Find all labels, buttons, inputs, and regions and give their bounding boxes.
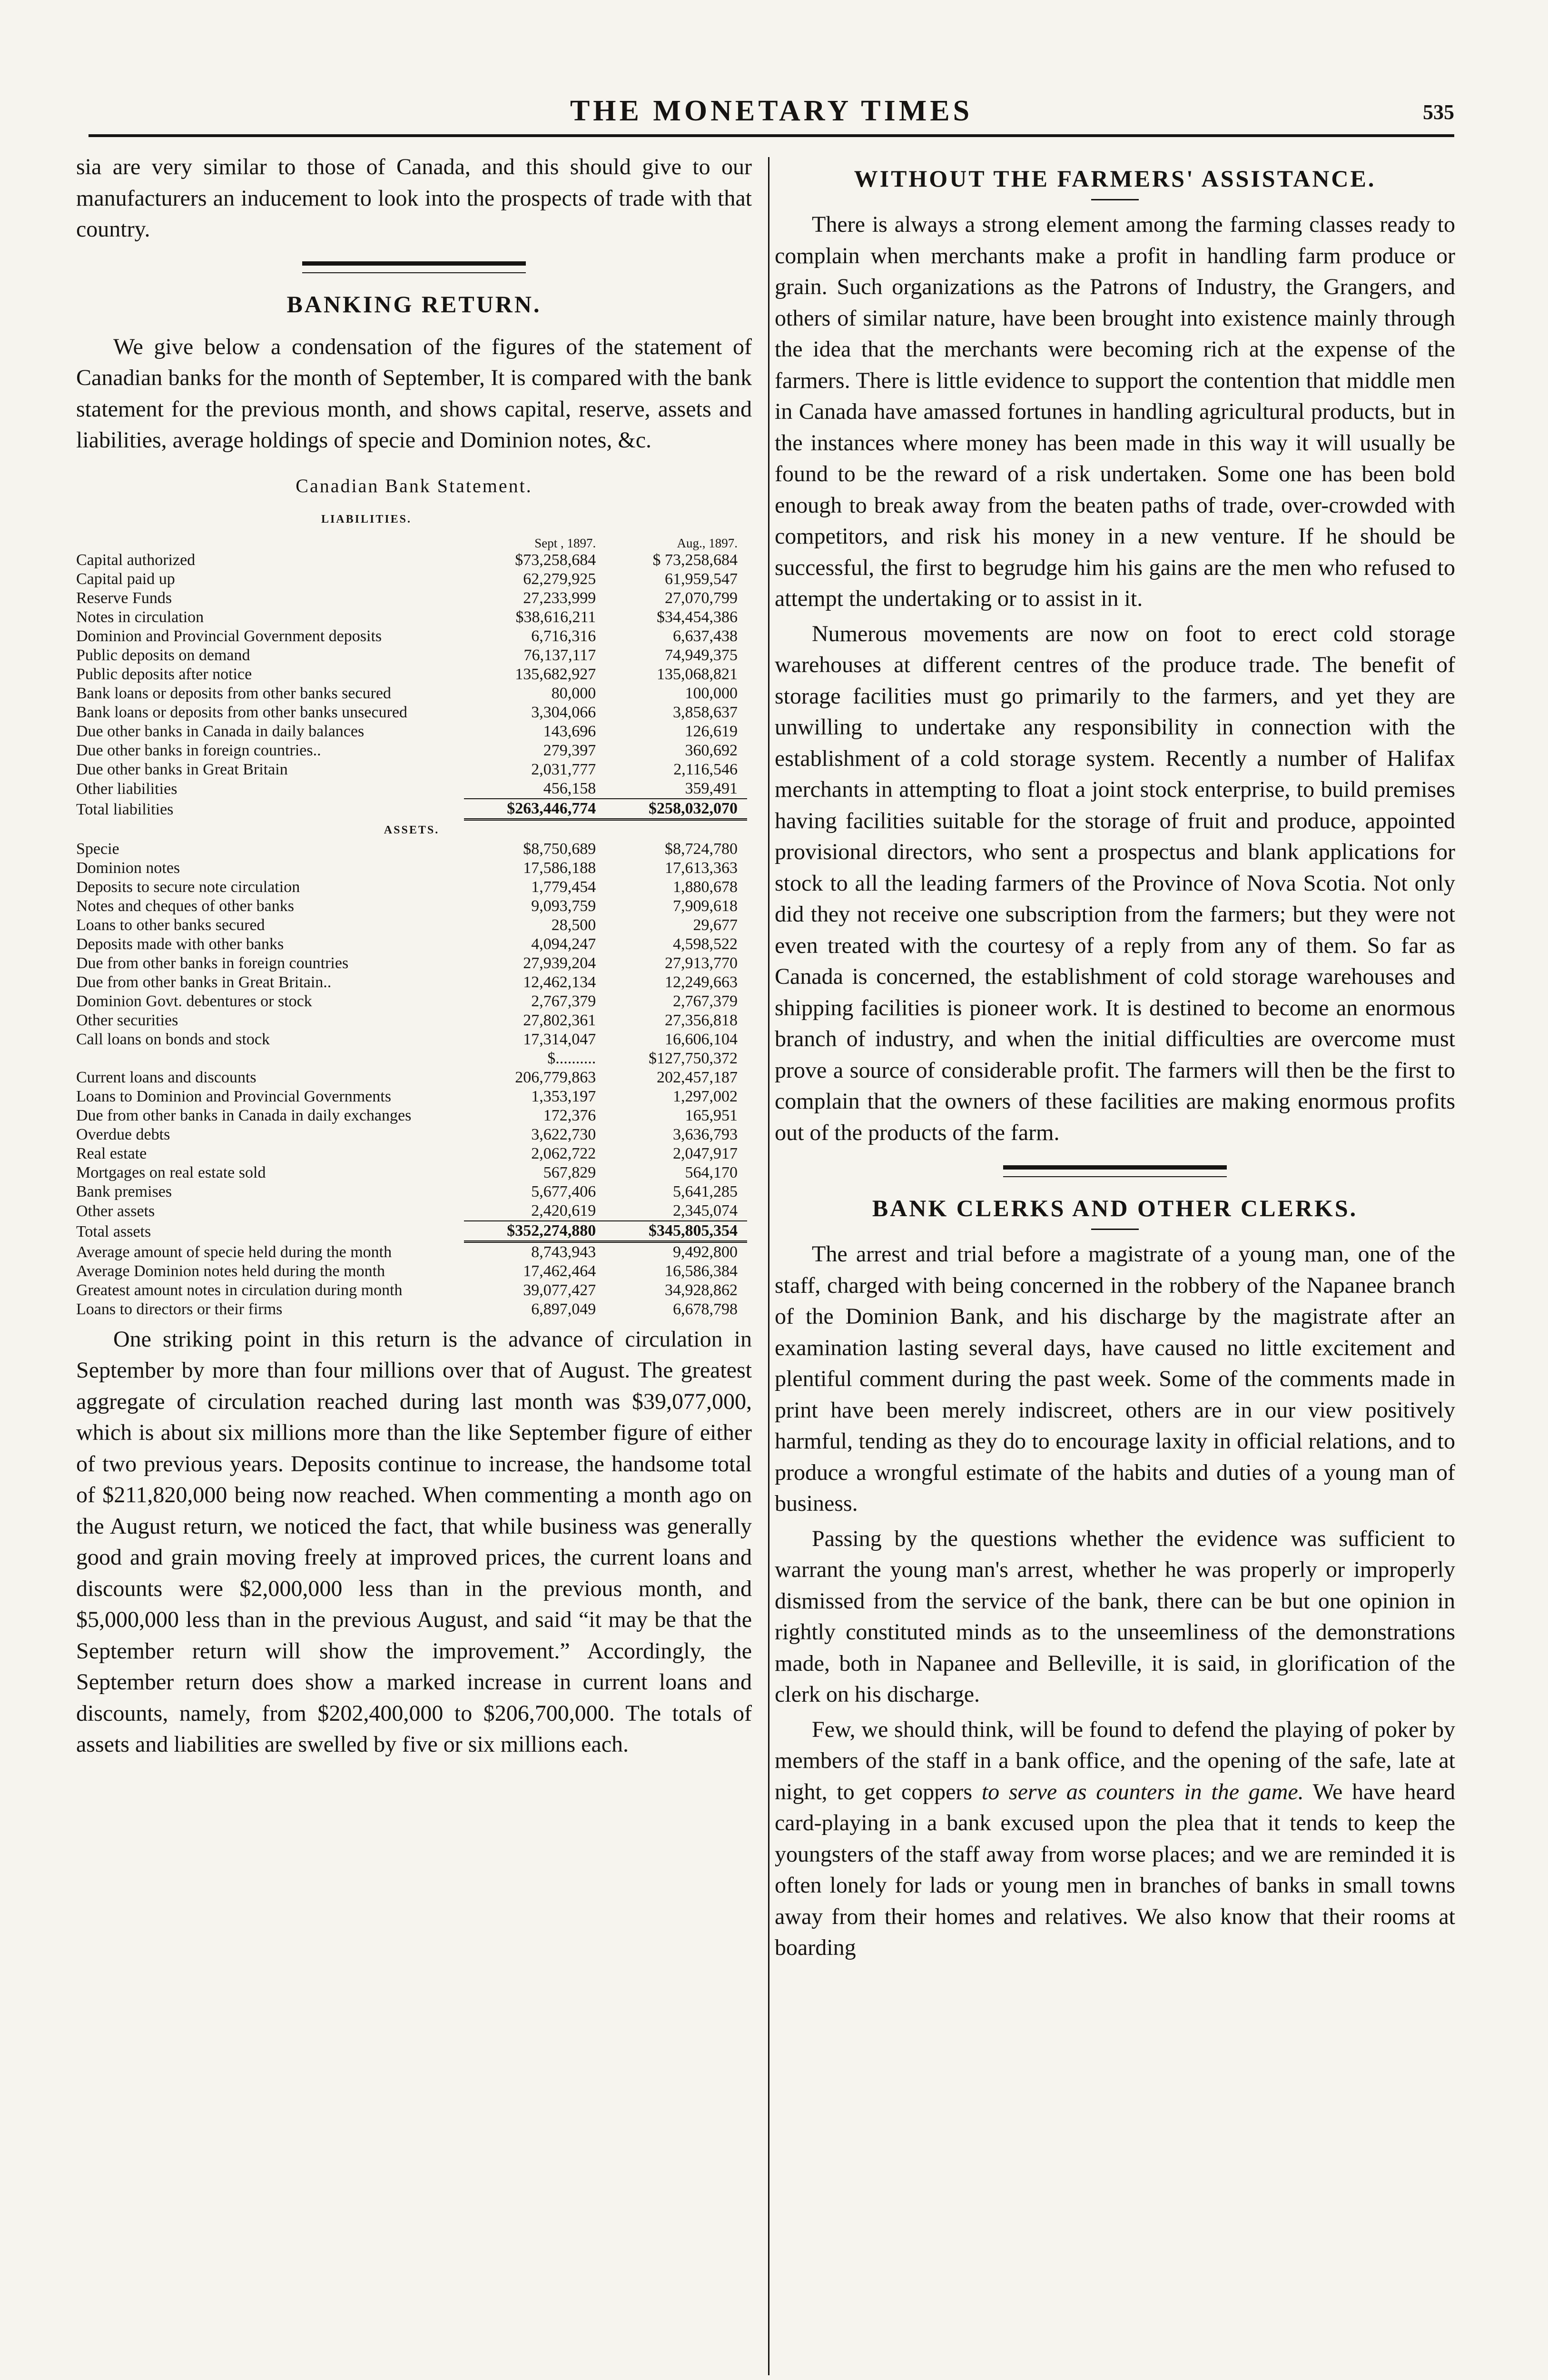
row-aug: $127,750,372 — [649, 1049, 738, 1067]
column-divider — [768, 157, 769, 2375]
row-sept: 172,376 — [543, 1106, 596, 1124]
asset-rows-b — [76, 1049, 747, 1221]
title-rule — [1091, 1229, 1139, 1230]
table-row — [76, 840, 747, 859]
row-label: Real estate — [76, 1144, 147, 1162]
clerks-paragraph-3 — [775, 1714, 1455, 1964]
row-sept: 8,743,943 — [531, 1243, 596, 1261]
table-row — [76, 722, 747, 741]
row-aug: $8,724,780 — [665, 840, 738, 858]
right-column — [775, 151, 1455, 1967]
row-sept: 279,397 — [543, 741, 596, 759]
row-sept: $73,258,684 — [515, 551, 596, 569]
row-sept: 6,716,316 — [531, 627, 596, 645]
table-row — [76, 1144, 747, 1163]
table-row — [76, 1049, 747, 1068]
table-row — [76, 741, 747, 760]
row-aug: $34,454,386 — [657, 608, 738, 626]
table-row — [76, 1241, 747, 1262]
memo-rows — [76, 1241, 747, 1319]
row-label: Due other banks in foreign countries.. — [76, 741, 321, 759]
row-aug: 34,928,862 — [665, 1281, 738, 1299]
row-label: Average Dominion notes held during the month — [76, 1262, 385, 1280]
table-row — [76, 878, 747, 897]
farmers-paragraph-2: Numerous movements are now on foot to erect cold storage warehouses at different centres of the produce trade. The benefit of storage facilities must go primarily to the farmers, and yet they are unwilling to undertake any responsibility in connection with the establishment of a cold storage system. Recently a number of Halifax merchants in attempting to float a joint stock enterprise, to build premises having facilities suitable for the storage of fruit and produce, appointed provisional directors, who sent a prospectus and blank applications for stock to all the leading farmers of the Province of Nova Scotia. Not only did they not receive one subscription from the farmers; but they were not even treated with the courtesy of a reply from any of them. So far as Canada is concerned, the establishment of cold storage warehouses and shipping facilities is pioneer work. It is destined to become an enormous branch of industry, and when the initial difficulties are overcome must prove a source of considerable profit. The farmers will then be the first to complain that the owners of these facilities are making enormous profits out of the products of the farm. — [775, 621, 1455, 1145]
row-aug: 126,619 — [685, 722, 738, 740]
table-row — [76, 627, 747, 646]
table-row — [76, 1182, 747, 1201]
row-sept: 6,897,049 — [531, 1300, 596, 1318]
table-row — [76, 1262, 747, 1281]
row-sept: 567,829 — [543, 1163, 596, 1181]
bank-clerks-section-title: BANK CLERKS AND OTHER CLERKS. — [872, 1195, 1358, 1221]
page-number: 535 — [1423, 100, 1454, 124]
bank-statement-table — [76, 536, 747, 1319]
row-aug: 27,913,770 — [665, 954, 738, 972]
table-row — [76, 570, 747, 589]
row-aug: 360,692 — [685, 741, 738, 759]
row-sept: 27,939,204 — [523, 954, 596, 972]
row-sept: 4,094,247 — [531, 935, 596, 953]
row-sept: 17,462,464 — [523, 1262, 596, 1280]
row-aug: 17,613,363 — [665, 859, 738, 877]
row-label: Capital authorized — [76, 551, 196, 569]
total-liabilities — [76, 799, 747, 840]
row-aug: 9,492,800 — [673, 1243, 738, 1261]
row-label: Due from other banks in foreign countries — [76, 954, 349, 972]
row-label: Capital paid up — [76, 570, 175, 588]
table-row — [76, 665, 747, 684]
row-sept: 5,677,406 — [531, 1182, 596, 1200]
row-label: Bank loans or deposits from other banks unsecured — [76, 703, 407, 721]
row-label: Other assets — [76, 1202, 155, 1220]
section-rule — [302, 261, 526, 273]
row-sept: 39,077,427 — [523, 1281, 596, 1299]
row-aug: 4,598,522 — [673, 935, 738, 953]
row-sept: 76,137,117 — [523, 646, 596, 664]
table-row — [76, 954, 747, 973]
table-row — [76, 1281, 747, 1300]
row-sept: 12,462,134 — [523, 973, 596, 991]
row-label: Public deposits on demand — [76, 646, 250, 664]
row-label: Dominion notes — [76, 859, 180, 877]
header-rule — [89, 134, 1454, 137]
row-label: Loans to Dominion and Provincial Governments — [76, 1087, 391, 1105]
row-label: Due from other banks in Canada in daily exchanges — [76, 1106, 412, 1124]
row-label: Notes and cheques of other banks — [76, 897, 294, 915]
farmers-paragraph-1: There is always a strong element among the farming classes ready to complain when merchants make a profit in handling farm produce or grain. Such organizations as the Patrons of Industry, the Grangers, and others of similar nature, have been brought into existence mainly through the idea that the merchants were becoming rich at the expense of the farmers. There is little evidence to support the contention that middle men in Canada have amassed fortunes in handling agricultural products, but in the instances where money has been made in this way it will usually be found to be the reward of a risk undertaken. Some one has been bold enough to break away from the beaten paths of trade, over-crowded with competitors, and risk his money in a new venture. If he should be successful, the first to begrudge him his gains are the men who refused to attempt the undertaking or to assist in it. — [775, 212, 1455, 611]
row-sept: 3,304,066 — [531, 703, 596, 721]
row-sept: 27,802,361 — [523, 1011, 596, 1029]
row-label: Due from other banks in Great Britain.. — [76, 973, 332, 991]
table-row — [76, 1300, 747, 1319]
asset-rows-a — [76, 840, 747, 1049]
table-row — [76, 760, 747, 779]
table-row — [76, 916, 747, 935]
row-sept: 17,586,188 — [523, 859, 596, 877]
row-aug: 3,636,793 — [673, 1125, 738, 1143]
row-aug: 27,070,799 — [665, 589, 738, 607]
total-assets — [76, 1221, 747, 1242]
row-label: Reserve Funds — [76, 589, 172, 607]
table-row — [76, 684, 747, 703]
row-aug: 29,677 — [693, 916, 738, 934]
row-label: Due other banks in Canada in daily balances — [76, 722, 365, 740]
row-aug: $345,805,354 — [605, 1221, 747, 1242]
row-label: Bank loans or deposits from other banks secured — [76, 684, 391, 702]
row-aug: 2,116,546 — [673, 760, 738, 778]
row-sept: 206,779,863 — [515, 1068, 596, 1086]
row-label: Dominion and Provincial Government deposits — [76, 627, 382, 645]
row-sept: $38,616,211 — [515, 608, 596, 626]
row-aug: 27,356,818 — [665, 1011, 738, 1029]
row-aug: 359,491 — [685, 779, 738, 797]
row-label: Specie — [76, 840, 119, 858]
row-aug: 135,068,821 — [657, 665, 738, 683]
col-sept-header: Sept , 1897. — [534, 536, 596, 550]
row-label: Other liabilities — [76, 780, 177, 798]
row-aug: 7,909,618 — [673, 897, 738, 915]
table-row — [76, 1011, 747, 1030]
row-label: Other securities — [76, 1011, 178, 1029]
col-aug-header: Aug., 1897. — [677, 536, 738, 550]
row-label: Total liabilities — [76, 801, 174, 818]
row-sept: 28,500 — [551, 916, 596, 934]
row-sept: 456,158 — [543, 779, 596, 797]
row-label: Overdue debts — [76, 1125, 170, 1143]
capital-rows — [76, 551, 747, 608]
row-sept: 2,767,379 — [531, 992, 596, 1010]
row-sept: 62,279,925 — [523, 570, 596, 588]
row-sept: 2,062,722 — [531, 1144, 596, 1162]
row-label: Deposits to secure note circulation — [76, 878, 300, 896]
clerks-p3-start: Few, we should think, will be found to defend the playing of poker by members of the staff in a bank office, and the opening of the safe, late at night, to get coppers — [775, 1716, 1455, 1805]
row-sept: 17,314,047 — [523, 1030, 596, 1048]
row-aug: 1,880,678 — [673, 878, 738, 896]
liabilities-heading: LIABILITIES. — [321, 513, 412, 526]
row-label: Deposits made with other banks — [76, 935, 284, 953]
row-label: Notes in circulation — [76, 608, 204, 626]
table-row — [76, 935, 747, 954]
row-aug: 74,949,375 — [665, 646, 738, 664]
table-row — [76, 1106, 747, 1125]
table-row — [76, 859, 747, 878]
banking-lead-paragraph: We give below a condensation of the figures of the statement of Canadian banks for the month of September, It is compared with the bank statement for the previous month, and shows capital, reserve, assets and liabilities, average holdings of specie and Dominion notes, &c. — [76, 334, 752, 453]
title-rule — [1091, 199, 1139, 200]
row-label: Mortgages on real estate sold — [76, 1163, 266, 1181]
row-sept: 135,682,927 — [515, 665, 596, 683]
intro-text: sia are very similar to those of Canada, and this should give to our manufacturers an inducement to look into the prospects of trade with that country. — [76, 154, 752, 242]
clerks-paragraph-1: The arrest and trial before a magistrate of a young man, one of the staff, charged with being concerned in the robbery of the Napanee branch of the Dominion Bank, and his discharge by the magistrate after an examination lasting several days, have caused no little excitement and plentiful comment during the past week. Some of the comments made in print have been merely indiscreet, others are in our view positively harmful, tending as they do to encourage laxity in official relations, and to produce a wrongful estimate of the habits and duties of a young man of business. — [775, 1241, 1455, 1516]
page-header — [89, 90, 1454, 133]
row-label: Greatest amount notes in circulation during month — [76, 1281, 403, 1299]
table-row — [76, 589, 747, 608]
row-label: Current loans and discounts — [76, 1068, 256, 1086]
row-sept: 2,031,777 — [531, 760, 596, 778]
assets-heading: ASSETS. — [384, 823, 440, 836]
farmers-section-title: WITHOUT THE FARMERS' ASSISTANCE. — [854, 165, 1376, 192]
row-aug: 2,767,379 — [673, 992, 738, 1010]
row-sept: 80,000 — [551, 684, 596, 702]
row-aug: 1,297,002 — [673, 1087, 738, 1105]
row-label: Public deposits after notice — [76, 665, 252, 683]
row-aug: 3,858,637 — [673, 703, 738, 721]
row-label: Dominion Govt. debentures or stock — [76, 992, 312, 1010]
row-sept: $8,750,689 — [523, 840, 596, 858]
clerks-paragraph-2: Passing by the questions whether the evidence was sufficient to warrant the young man's arrest, whether he was properly or improperly dismissed from the service of the bank, there can be but one opinion in rightly constituted minds as to the unseemliness of the demonstrations made, both in Napanee and Belleville, it is said, in glorification of the clerk on his discharge. — [775, 1526, 1455, 1707]
row-label: Bank premises — [76, 1182, 172, 1200]
table-row — [76, 703, 747, 722]
table-header-row — [76, 536, 747, 551]
row-sept: $352,274,880 — [464, 1221, 606, 1242]
banking-closing-paragraph: One striking point in this return is the advance of circulation in September by more than four millions over that of August. The greatest aggregate of circulation reached during last month was $39,077,000, which is about six millions more than the like September figure of either of two previous years. Deposits continue to increase, the handsome total of $211,820,000 being now reached. When commenting a month ago on the August return, we noticed the fact, that while business was generally good and grain moving freely at improved prices, the current loans and discounts were $2,000,000 less than in the previous month, and $5,000,000 less than in the previous August, and said “it may be that the September return will show the improvement.” Accordingly, the September return does show a marked increase in current loans and discounts, namely, from $202,400,000 to $206,700,000. The totals of assets and liabilities are swelled by five or six millions each. — [76, 1326, 752, 1757]
row-aug: $258,032,070 — [605, 799, 747, 820]
row-label: Loans to directors or their firms — [76, 1300, 283, 1318]
row-sept: 9,093,759 — [531, 897, 596, 915]
row-label: Due other banks in Great Britain — [76, 760, 288, 778]
row-sept: 3,622,730 — [531, 1125, 596, 1143]
table-row — [76, 608, 747, 627]
row-label: Loans to other banks secured — [76, 916, 265, 934]
row-sept: 143,696 — [543, 722, 596, 740]
row-aug: 61,959,547 — [665, 570, 738, 588]
section-rule — [1003, 1165, 1227, 1177]
left-column — [76, 151, 752, 1760]
row-aug: 12,249,663 — [665, 973, 738, 991]
table-row — [76, 973, 747, 992]
table-row — [76, 897, 747, 916]
row-label: Call loans on bonds and stock — [76, 1030, 270, 1048]
row-sept: 27,233,999 — [523, 589, 596, 607]
table-row — [76, 1221, 747, 1242]
row-sept: 2,420,619 — [531, 1201, 596, 1220]
row-aug: 5,641,285 — [673, 1182, 738, 1200]
table-row — [76, 1068, 747, 1087]
row-label — [76, 1049, 464, 1068]
table-row — [76, 799, 747, 820]
table-row — [76, 551, 747, 570]
table-row — [76, 779, 747, 799]
row-aug: 6,678,798 — [673, 1300, 738, 1318]
table-row — [76, 992, 747, 1011]
row-aug: $ 73,258,684 — [652, 551, 738, 569]
row-sept: $263,446,774 — [464, 799, 606, 820]
statement-title: Canadian Bank Statement. — [296, 475, 532, 496]
row-aug: 16,586,384 — [665, 1262, 738, 1280]
row-aug: 16,606,104 — [665, 1030, 738, 1048]
table-row — [76, 1201, 747, 1221]
row-sept: 1,779,454 — [531, 878, 596, 896]
row-aug: 165,951 — [685, 1106, 738, 1124]
row-aug: 6,637,438 — [673, 627, 738, 645]
clerks-p3-end: We have heard card-playing in a bank excused upon the plea that it tends to keep the youngsters of the staff away from worse places; and we are reminded it is often lonely for lads or young men in branches of banks in small towns away from their homes and relatives. We also know that their rooms at boarding — [775, 1779, 1456, 1960]
liability-rows — [76, 608, 747, 799]
table-row — [76, 646, 747, 665]
publication-title: THE MONETARY TIMES — [570, 95, 973, 127]
row-label: Average amount of specie held during the month — [76, 1243, 392, 1261]
table-row — [76, 1163, 747, 1182]
clerks-p3-italic: to serve as counters in the game. — [981, 1779, 1304, 1805]
row-sept: 1,353,197 — [531, 1087, 596, 1105]
row-sept: $.......... — [547, 1049, 596, 1067]
row-aug: 100,000 — [685, 684, 738, 702]
row-aug: 202,457,187 — [657, 1068, 738, 1086]
banking-return-title: BANKING RETURN. — [286, 290, 542, 317]
table-row — [76, 1087, 747, 1106]
row-aug: 2,047,917 — [673, 1144, 738, 1162]
row-aug: 2,345,074 — [673, 1201, 738, 1220]
table-row — [76, 1030, 747, 1049]
row-label: Total assets — [76, 1223, 151, 1240]
row-aug: 564,170 — [685, 1163, 738, 1181]
table-row — [76, 1125, 747, 1144]
